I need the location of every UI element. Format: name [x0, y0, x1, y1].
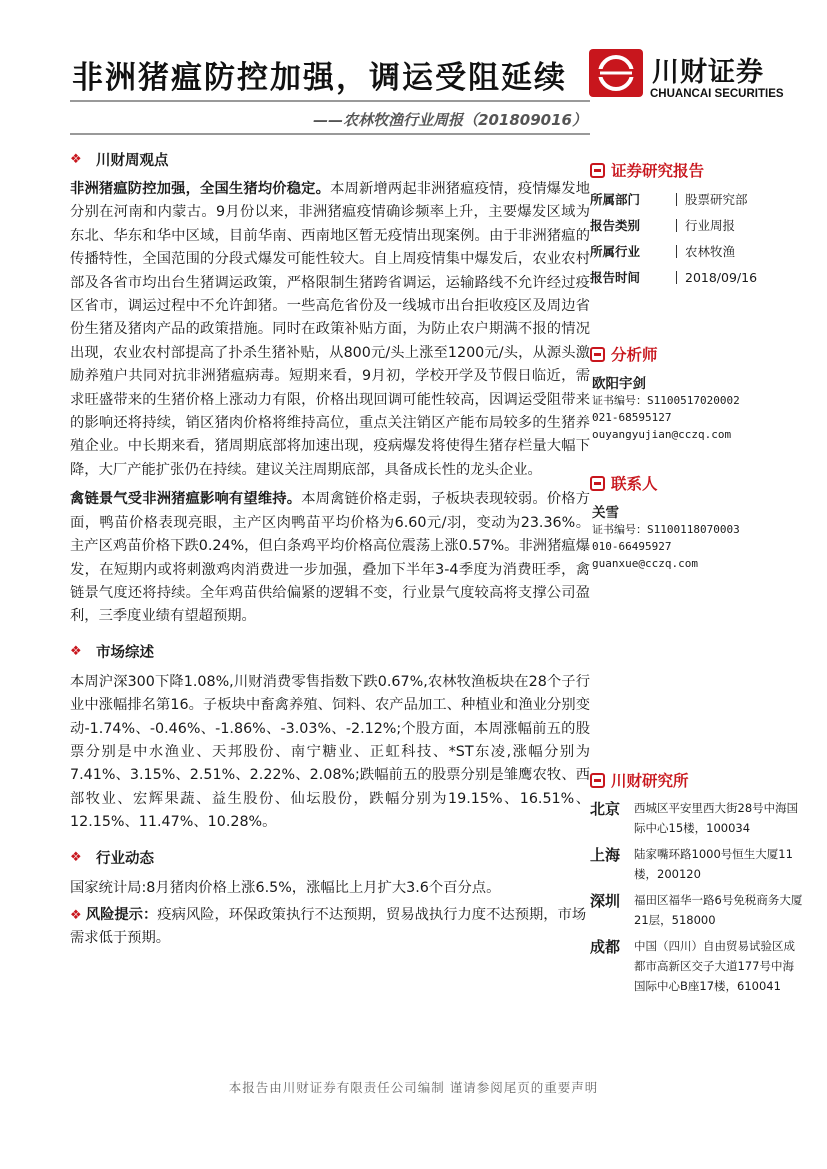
meta-row [590, 212, 805, 238]
risk-note [70, 904, 590, 951]
company-logo [588, 48, 788, 106]
main-content [70, 148, 590, 951]
meta-value: 股票研究部 [676, 193, 748, 206]
contact-card [592, 501, 805, 572]
office-list [590, 798, 805, 996]
sidebar-analyst-header [590, 342, 805, 366]
sidebar [590, 158, 805, 996]
meta-key: 所属部门 [590, 192, 641, 207]
office-item [590, 798, 805, 838]
office-address: 中国（四川）自由贸易试验区成都市高新区交子大道177号中海国际中心B座17楼，610041 [634, 939, 795, 993]
paragraph-lead: 禽链景气受非洲猪瘟影响有望维持。 [70, 491, 302, 508]
meta-key: 所属行业 [590, 244, 641, 259]
sidebar-title: 分析师 [611, 346, 658, 364]
paragraph-poultry [70, 488, 590, 628]
paragraph-industry: 国家统计局:8月猪肉价格上涨6.5%，涨幅比上月扩大3.6个百分点。 [70, 879, 501, 896]
analyst-card [592, 372, 805, 443]
sidebar-title: 川财研究所 [611, 772, 689, 790]
logo-english: CHUANCAI SECURITIES [650, 88, 784, 100]
office-city: 上海 [590, 846, 621, 864]
page-footer: 本报告由川财证券有限责任公司编制 谨请参阅尾页的重要声明 [228, 1080, 599, 1095]
meta-row [590, 264, 805, 290]
meta-row [590, 186, 805, 212]
office-address: 福田区福华一路6号免税商务大厦21层，518000 [634, 893, 803, 927]
office-address: 陆家嘴环路1000号恒生大厦11楼，200120 [634, 847, 793, 881]
report-icon [590, 163, 605, 178]
contact-email[interactable]: guanxue@cczq.com [592, 557, 698, 570]
section-industry [70, 847, 590, 869]
office-address: 西城区平安里西大街28号中海国际中心15楼，100034 [634, 801, 799, 835]
paragraph-market: 本周沪深300下降1.08%,川财消费零售指数下跌0.67%,农林牧渔板块在28个子行业中涨幅排名第16。子板块中畜禽养殖、饲料、农产品加工、种植业和渔业分别变动-1.74%、-0.46%、-1.86%、-3.03%、-2.12%;个股方面，本周涨幅前五的股票分别是中水渔业、天邦股份、南宁糖业、正虹科技、*ST东凌,涨幅分别为7.41%、3.15%、2.51%、2.22%、2.08%;跌幅前五的股票分别是雏鹰农牧、西部牧业、宏辉果蔬、益生股份、仙坛股份，跌幅分别为19.15%、16.51%、12.15%、11.47%、10.28%。 [70, 673, 590, 831]
office-city: 成都 [590, 938, 621, 956]
meta-table [590, 186, 805, 290]
analyst-icon [590, 347, 605, 362]
meta-value: 2018/09/16 [676, 271, 757, 284]
logo-name: 川财证券 [652, 57, 764, 88]
report-subtitle: ——农林牧渔行业周报（201809016） [313, 111, 587, 129]
office-city: 北京 [590, 800, 621, 818]
analyst-email[interactable]: ouyangyujian@cczq.com [592, 428, 732, 441]
meta-row [590, 238, 805, 264]
office-item [590, 936, 805, 996]
sidebar-contact-header [590, 471, 805, 495]
office-city: 深圳 [590, 892, 621, 910]
paragraph-body: 本周禽链价格走弱，子板块表现较弱。价格方面，鸭苗价格表现亮眼，主产区肉鸭苗平均价格为6.60元/羽，变动为23.36%。主产区鸡苗价格下跌0.24%，但白条鸡平均价格高位震荡上涨0.57%。非洲猪瘟爆发，在短期内或将刺激鸡肉消费进一步加强，叠加下半年3-4季度为消费旺季，禽链景气度还将持续。全年鸡苗供给偏紧的逻辑不变，行业景气度较高将支撑公司盈利，三季度业绩有望超预期。 [70, 491, 591, 625]
sidebar-title: 联系人 [611, 475, 658, 493]
header-divider [70, 100, 590, 102]
paragraph-body: 本周新增两起非洲猪瘟疫情，疫情爆发地分别在河南和内蒙古。9月份以来，非洲猪瘟疫情确诊频率上升，主要爆发区域为东北、华东和华中区域，目前华南、西南地区暂无疫情出现案例。由于非洲猪瘟的传播特性，全国范围的分段式爆发可能性较大。自上周疫情集中爆发后，农业农村部及各省市均出台生猪调运政策，严格限制生猪跨省调运，运输路线不允许经过疫区省市，调运过程中不允许卸猪。一些高危省份及一线城市出台拒收疫区及周边省份生猪及猪肉产品的政策措施。同时在政策补贴方面，为防止农户期满不报的情况出现，农业农村部提高了扑杀生猪补贴，从800元/头上涨至1200元/头，从源头激励养殖户共同对抗非洲猪瘟病毒。短期来看，9月初，学校开学及节假日临近，需求旺盛带来的生猪价格上涨动力有限，价格出现回调可能性较高，因调运受阻带来的影响还将持续，销区猪肉价格将维持高位，重点关注销区产能布局较多的生猪养殖企业。中长期来看，猪周期底部将加速出现，疫病爆发将使得生猪存栏量大幅下降，大厂产能扩张仍在持续。建议关注周期底部，具备成长性的龙头企业。 [70, 181, 591, 478]
report-title: 非洲猪瘟防控加强，调运受阻延续 [72, 60, 567, 96]
analyst-cert: 证书编号：S1100517020002 [592, 394, 740, 407]
meta-key: 报告时间 [590, 270, 641, 285]
office-item [590, 890, 805, 930]
analyst-name: 欧阳宇剑 [592, 376, 646, 392]
section-market [70, 641, 590, 663]
risk-text: 疫病风险，环保政策执行不达预期，贸易战执行力度不达预期，市场需求低于预期。 [70, 906, 587, 947]
diamond-bullet-icon: ❖ [70, 151, 82, 167]
diamond-bullet-icon: ❖ [70, 850, 82, 866]
section-title: 市场综述 [96, 645, 154, 662]
meta-key: 报告类别 [590, 218, 641, 233]
meta-value: 农林牧渔 [676, 245, 735, 258]
diamond-bullet-icon: ❖ [70, 907, 86, 923]
contact-name: 关雪 [592, 505, 619, 521]
institute-icon [590, 773, 605, 788]
diamond-bullet-icon: ❖ [70, 644, 82, 660]
contact-phone: 010-66495927 [592, 540, 672, 553]
analyst-phone: 021-68595127 [592, 411, 672, 424]
section-title: 行业动态 [96, 851, 154, 868]
sidebar-institute-header [590, 768, 805, 792]
contact-icon [590, 476, 605, 491]
section-title: 川财周观点 [96, 152, 169, 169]
section-view [70, 148, 590, 170]
office-item [590, 844, 805, 884]
paragraph-pig [70, 178, 590, 482]
chuancai-logo-icon [588, 48, 644, 98]
sidebar-report-header [590, 158, 805, 182]
sidebar-title: 证券研究报告 [611, 162, 705, 180]
contact-cert: 证书编号：S1100118070003 [592, 523, 740, 536]
risk-label: 风险提示： [85, 906, 158, 923]
header-divider-bottom [70, 133, 590, 135]
meta-value: 行业周报 [676, 219, 735, 232]
paragraph-lead: 非洲猪瘟防控加强，全国生猪均价稳定。 [70, 181, 331, 197]
